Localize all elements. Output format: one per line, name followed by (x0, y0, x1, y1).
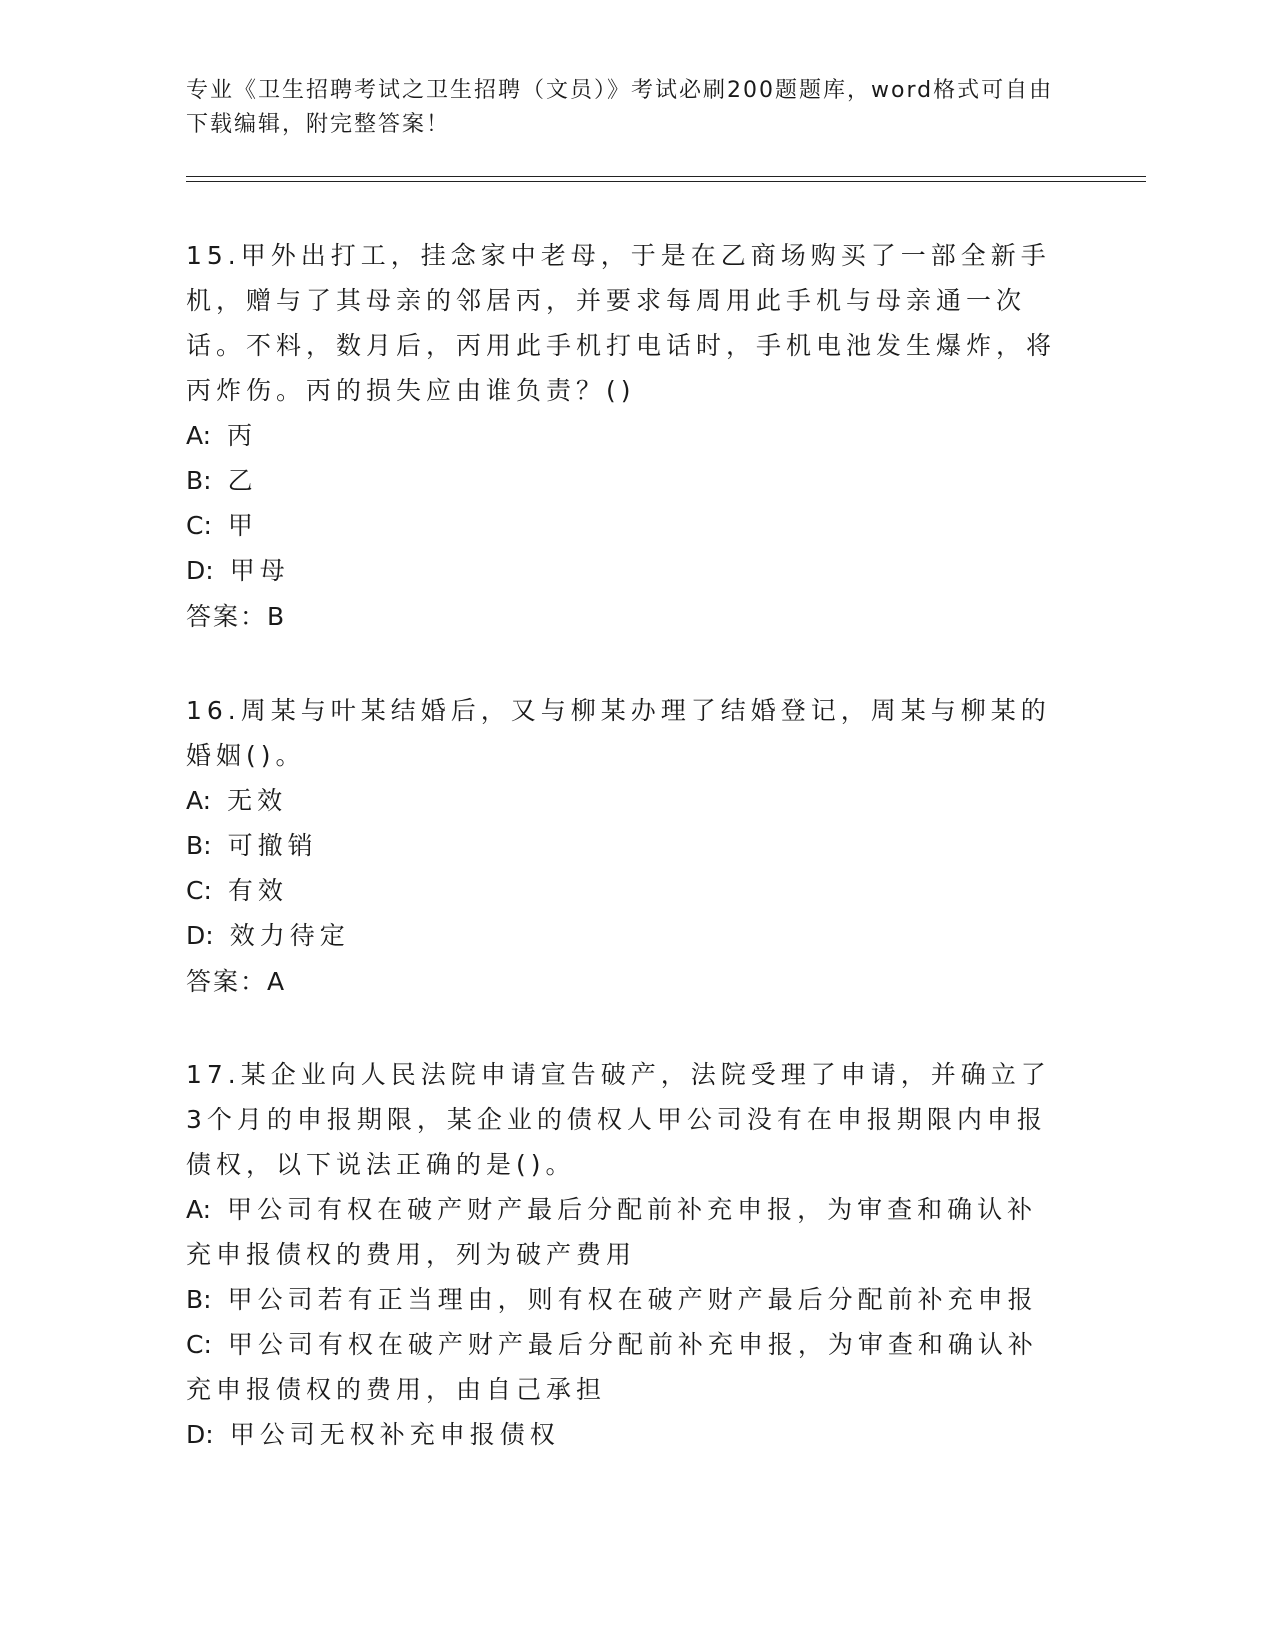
option-letter: A: (186, 786, 212, 815)
question-stem: 15.甲外出打工，挂念家中老母，于是在乙商场购买了一部全新手机，赠与了其母亲的邻居丙，并要求每周用此手机与母亲通一次话。不料，数月后，丙用此手机打电话时，手机电池发生爆炸，将丙炸伤。丙的损失应由谁负责？() (186, 241, 1057, 405)
option-letter: B: (186, 1285, 212, 1314)
option-text: 无效 (227, 786, 288, 815)
option-d (186, 548, 1066, 593)
option-a (186, 778, 1066, 823)
option-c (186, 503, 1066, 548)
question-stem: 16.周某与叶某结婚后，又与柳某办理了结婚登记，周某与柳某的婚姻()。 (186, 696, 1051, 770)
option-letter: C: (186, 1330, 212, 1359)
question-15 (186, 233, 1066, 639)
option-text: 甲公司有权在破产财产最后分配前补充申报，为审查和确认补充申报债权的费用，由自己承担 (186, 1330, 1038, 1404)
question-stem: 17.某企业向人民法院申请宣告破产，法院受理了申请，并确立了3个月的申报期限，某企业的债权人甲公司没有在申报期限内申报债权，以下说法正确的是()。 (186, 1060, 1051, 1179)
option-letter: B: (186, 831, 212, 860)
option-text: 甲 (227, 511, 258, 540)
option-a (186, 413, 1066, 458)
option-text: 甲公司无权补充申报债权 (229, 1420, 560, 1449)
option-text: 有效 (227, 876, 288, 905)
option-text: 甲公司有权在破产财产最后分配前补充申报，为审查和确认补充申报债权的费用，列为破产费用 (186, 1195, 1038, 1269)
answer-text: 答案：B (186, 602, 287, 631)
option-d (186, 913, 1066, 958)
option-d (186, 1412, 1066, 1457)
option-text: 甲公司若有正当理由，则有权在破产财产最后分配前补充申报 (227, 1285, 1038, 1314)
option-text: 乙 (227, 466, 258, 495)
option-letter: D: (186, 921, 214, 950)
header-divider-bottom (186, 181, 1146, 182)
option-letter: D: (186, 1420, 214, 1449)
option-c (186, 868, 1066, 913)
option-letter: B: (186, 466, 212, 495)
option-b (186, 458, 1066, 503)
option-c (186, 1322, 1066, 1412)
document-header: 专业《卫生招聘考试之卫生招聘（文员）》考试必刷200题题库，word格式可自由下载编辑，附完整答案！ (186, 78, 1054, 137)
option-text: 丙 (227, 421, 258, 450)
option-letter: C: (186, 876, 212, 905)
option-text: 甲母 (229, 556, 290, 585)
answer-text: 答案：A (186, 967, 287, 996)
question-17 (186, 1052, 1066, 1457)
header-divider-top (186, 176, 1146, 177)
option-letter: A: (186, 1195, 212, 1224)
question-16 (186, 688, 1066, 1004)
option-letter: A: (186, 421, 212, 450)
option-letter: D: (186, 556, 214, 585)
option-b (186, 1277, 1066, 1322)
option-text: 可撤销 (227, 831, 318, 860)
option-b (186, 823, 1066, 868)
option-letter: C: (186, 511, 212, 540)
option-text: 效力待定 (229, 921, 350, 950)
option-a (186, 1187, 1066, 1277)
